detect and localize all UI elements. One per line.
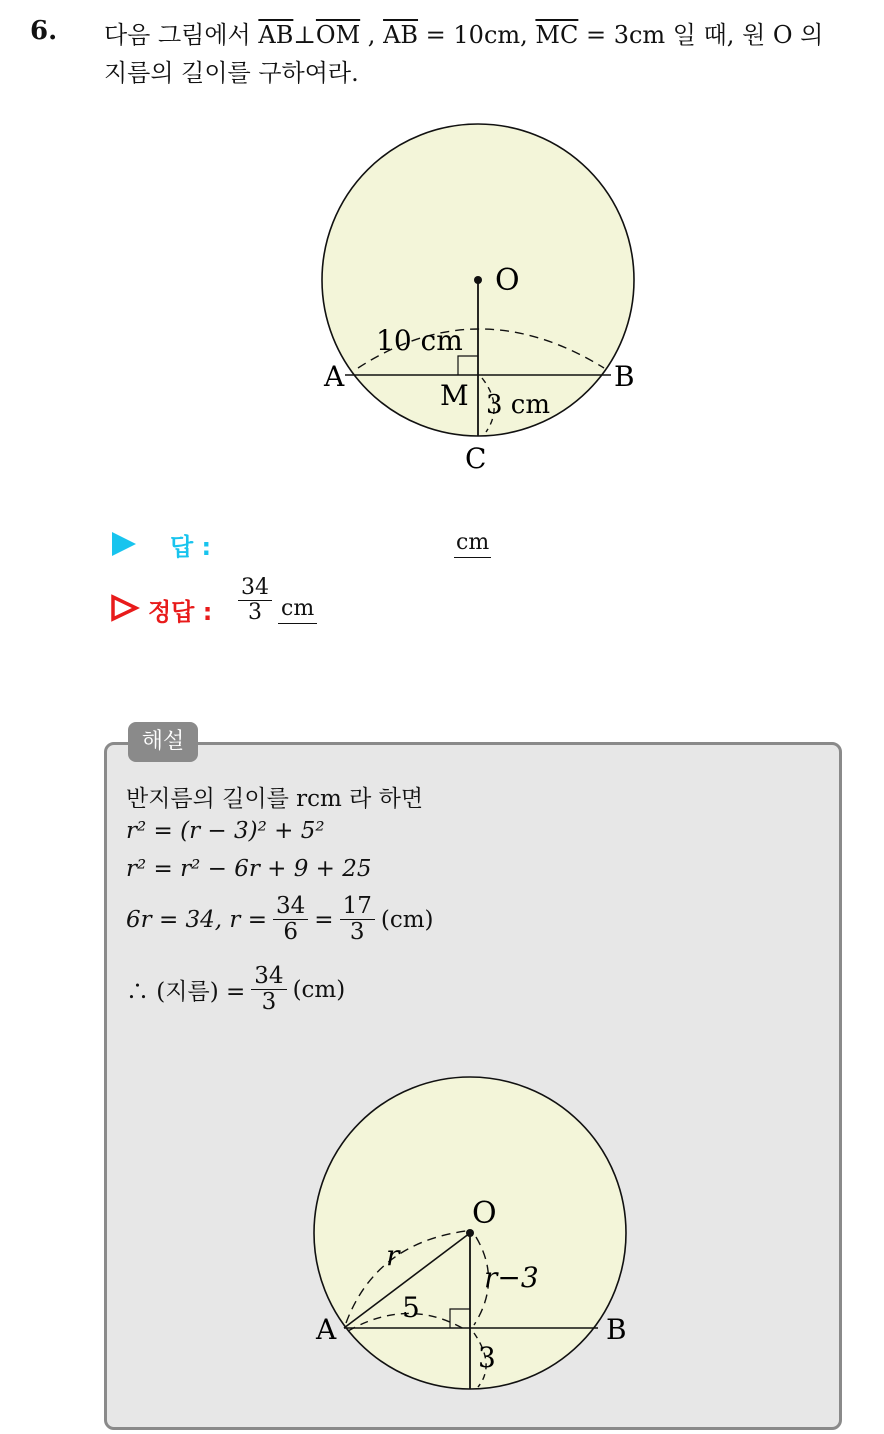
- label-b: B: [614, 360, 635, 393]
- label-o: O: [495, 263, 520, 298]
- label-c: C: [465, 442, 487, 475]
- fraction-numerator: 34: [251, 964, 286, 990]
- segment-om: $\overline{OM}$: [315, 21, 361, 49]
- label-a: A: [316, 1313, 337, 1346]
- question-prefix: 다음 그림에서: [104, 21, 251, 49]
- solution-line-3: r² = r² − 6r + 9 + 25: [126, 856, 372, 882]
- unit-cm: (cm): [380, 906, 434, 933]
- circle-figure-2: [296, 1075, 656, 1405]
- solution-line-1: 반지름의 길이를 rcm 라 하면: [126, 786, 424, 812]
- label-r: r: [386, 1239, 400, 1272]
- answer-label: 답 :: [170, 533, 212, 561]
- fraction-denominator: 3: [349, 919, 365, 946]
- unit-cm: (cm): [292, 976, 346, 1003]
- segment-ab: $\overline{AB}$: [258, 21, 294, 49]
- solution-line-5-prefix: ∴ (지름) =: [126, 979, 246, 1006]
- segment-ab-2: $\overline{AB}$: [383, 21, 419, 49]
- fraction-denominator: 3: [261, 989, 277, 1016]
- question-mid2: = 10cm,: [418, 21, 536, 49]
- label-three: 3: [478, 1341, 496, 1374]
- fraction-34-6: [273, 894, 308, 946]
- question-mid1: ,: [360, 21, 384, 49]
- label-r-minus-3: r−3: [484, 1261, 539, 1294]
- equals-sign: =: [314, 906, 334, 933]
- label-o: O: [472, 1196, 497, 1231]
- correct-unit: cm: [278, 596, 317, 624]
- solution-line-5: [126, 964, 345, 1016]
- label-b: B: [606, 1313, 627, 1346]
- answer-arrow-icon: [112, 532, 136, 556]
- solution-line-4-prefix: 6r = 34, r =: [126, 906, 267, 933]
- correct-arrow-icon: [110, 594, 140, 622]
- fraction-numerator: 34: [273, 894, 308, 920]
- question-text: [104, 16, 864, 92]
- fraction-17-3: [340, 894, 375, 946]
- label-five: 5: [402, 1291, 420, 1324]
- fraction-34-3: [251, 964, 286, 1016]
- label-mc-length: 3 cm: [486, 390, 551, 420]
- label-m: M: [440, 379, 469, 412]
- correct-fraction: [238, 576, 272, 625]
- fraction-denominator: 6: [283, 919, 298, 946]
- label-a: A: [324, 360, 345, 393]
- solution-tag: 해설: [128, 722, 198, 762]
- question-number: 6.: [30, 16, 58, 46]
- circle-figure-1: [300, 120, 670, 480]
- solution-line-2: r² = (r − 3)² + 5²: [126, 818, 325, 844]
- segment-mc: $\overline{MC}$: [535, 21, 579, 49]
- solution-line-4: [126, 894, 433, 946]
- center-point: [474, 276, 482, 284]
- question-mid3: = 3cm 일 때, 원 O 의: [578, 21, 824, 49]
- correct-denominator: 3: [248, 600, 262, 626]
- perp-symbol: ⊥: [293, 21, 316, 49]
- question-line2: 지름의 길이를 구하여라.: [104, 59, 359, 87]
- answer-unit: cm: [454, 530, 491, 558]
- fraction-numerator: 17: [340, 894, 375, 920]
- correct-numerator: 34: [238, 576, 272, 601]
- correct-label: 정답 :: [148, 598, 213, 626]
- label-ab-length: 10 cm: [376, 324, 463, 357]
